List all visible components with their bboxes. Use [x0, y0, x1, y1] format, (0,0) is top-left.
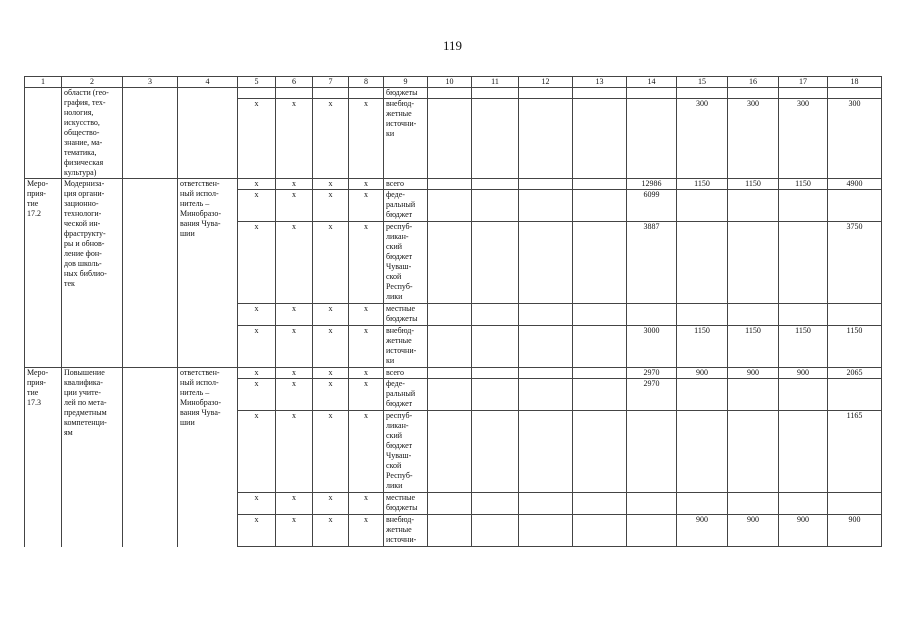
year-value-cell: [677, 304, 728, 326]
marker-cell: х: [238, 515, 276, 547]
year-value-cell: [828, 88, 882, 99]
marker-cell: х: [276, 222, 313, 304]
year-value-cell: 900: [779, 515, 828, 547]
measure-id-cell: Меро- прия- тие 17.3: [25, 368, 62, 547]
source-cell: бюджеты: [384, 88, 428, 99]
column-number-5: 5: [238, 77, 276, 88]
total-cell: [627, 493, 677, 515]
measure-name-cell: Повышение квалифика- ции учите- лей по мета- предметным компетенци- ям: [62, 368, 123, 547]
marker-cell: х: [276, 99, 313, 179]
empty-cell: [573, 88, 627, 99]
page-number: 119: [442, 38, 463, 53]
year-value-cell: [828, 379, 882, 411]
year-value-cell: [828, 190, 882, 222]
marker-cell: х: [349, 304, 384, 326]
source-cell: респуб- ликан- ский бюджет Чуваш- ской Респуб- лики: [384, 411, 428, 493]
column-number-8: 8: [349, 77, 384, 88]
measure-name-cell: области (гео- графия, тех- нология, искусство, общество- знание, ма- тематика, физическая культура): [62, 88, 123, 179]
year-value-cell: 1150: [677, 179, 728, 190]
empty-cell: [472, 88, 519, 99]
column-number-3: 3: [123, 77, 178, 88]
empty-cell: [472, 190, 519, 222]
marker-cell: х: [276, 411, 313, 493]
year-value-cell: [728, 379, 779, 411]
marker-cell: [238, 88, 276, 99]
budget-table: [24, 76, 882, 547]
column-number-11: 11: [472, 77, 519, 88]
year-value-cell: [779, 379, 828, 411]
source-cell: феде- ральный бюджет: [384, 190, 428, 222]
year-value-cell: 1150: [828, 326, 882, 368]
empty-cell: [519, 515, 573, 547]
empty-cell: [428, 99, 472, 179]
empty-cell: [428, 326, 472, 368]
year-value-cell: [828, 304, 882, 326]
empty-cell: [472, 411, 519, 493]
year-value-cell: 900: [728, 368, 779, 379]
year-value-cell: 1150: [779, 179, 828, 190]
marker-cell: х: [313, 379, 349, 411]
year-value-cell: [779, 411, 828, 493]
empty-cell: [519, 190, 573, 222]
measure-name-cell: Модерниза- ция органи- зационно- технологи- ческой ин- фраструкту- ры и обнов- ление фон- дов школь- ных библио- тек: [62, 179, 123, 368]
marker-cell: х: [276, 515, 313, 547]
source-cell: всего: [384, 368, 428, 379]
marker-cell: [276, 88, 313, 99]
table-row: [25, 88, 882, 99]
empty-cell: [519, 368, 573, 379]
marker-cell: х: [349, 379, 384, 411]
marker-cell: х: [313, 190, 349, 222]
year-value-cell: [779, 88, 828, 99]
empty-cell: [472, 515, 519, 547]
marker-cell: х: [238, 222, 276, 304]
total-cell: 6099: [627, 190, 677, 222]
empty-cell: [519, 411, 573, 493]
empty-cell: [519, 326, 573, 368]
empty-cell: [573, 304, 627, 326]
year-value-cell: [779, 222, 828, 304]
empty-cell: [472, 99, 519, 179]
total-cell: 2970: [627, 379, 677, 411]
empty-cell: [428, 304, 472, 326]
empty-cell: [428, 222, 472, 304]
year-value-cell: [828, 493, 882, 515]
year-value-cell: 300: [677, 99, 728, 179]
empty-cell: [472, 368, 519, 379]
executor-cell: ответствен- ный испол- нитель – Минобразо- вания Чува- шии: [178, 368, 238, 547]
year-value-cell: 300: [728, 99, 779, 179]
measure-id-cell: [25, 88, 62, 179]
year-value-cell: [728, 190, 779, 222]
marker-cell: х: [313, 99, 349, 179]
empty-cell: [123, 88, 178, 179]
marker-cell: х: [276, 304, 313, 326]
empty-cell: [573, 326, 627, 368]
marker-cell: х: [349, 515, 384, 547]
marker-cell: х: [238, 368, 276, 379]
empty-cell: [573, 379, 627, 411]
year-value-cell: [779, 493, 828, 515]
column-number-17: 17: [779, 77, 828, 88]
total-cell: [627, 304, 677, 326]
column-number-13: 13: [573, 77, 627, 88]
year-value-cell: [728, 88, 779, 99]
column-number-1: 1: [25, 77, 62, 88]
year-value-cell: 900: [828, 515, 882, 547]
total-cell: [627, 99, 677, 179]
year-value-cell: [728, 222, 779, 304]
marker-cell: х: [349, 179, 384, 190]
empty-cell: [428, 411, 472, 493]
empty-cell: [573, 411, 627, 493]
column-number-9: 9: [384, 77, 428, 88]
year-value-cell: 1150: [779, 326, 828, 368]
year-value-cell: [728, 411, 779, 493]
empty-cell: [519, 304, 573, 326]
source-cell: внебюд- жетные источни-: [384, 515, 428, 547]
marker-cell: х: [238, 379, 276, 411]
empty-cell: [573, 99, 627, 179]
marker-cell: х: [238, 190, 276, 222]
marker-cell: х: [313, 304, 349, 326]
empty-cell: [573, 493, 627, 515]
source-cell: местные бюджеты: [384, 493, 428, 515]
column-number-6: 6: [276, 77, 313, 88]
total-cell: [627, 88, 677, 99]
year-value-cell: 1150: [677, 326, 728, 368]
empty-cell: [428, 88, 472, 99]
marker-cell: х: [313, 179, 349, 190]
marker-cell: х: [349, 190, 384, 222]
marker-cell: х: [276, 493, 313, 515]
year-value-cell: [677, 222, 728, 304]
marker-cell: х: [313, 326, 349, 368]
year-value-cell: [677, 88, 728, 99]
year-value-cell: [728, 493, 779, 515]
year-value-cell: 900: [677, 515, 728, 547]
source-cell: всего: [384, 179, 428, 190]
empty-cell: [472, 179, 519, 190]
empty-cell: [472, 326, 519, 368]
column-number-16: 16: [728, 77, 779, 88]
table-row: [25, 179, 882, 190]
empty-cell: [472, 493, 519, 515]
empty-cell: [573, 179, 627, 190]
year-value-cell: 900: [677, 368, 728, 379]
marker-cell: х: [313, 411, 349, 493]
total-cell: 3000: [627, 326, 677, 368]
empty-cell: [519, 222, 573, 304]
empty-cell: [519, 493, 573, 515]
marker-cell: х: [313, 368, 349, 379]
empty-cell: [428, 368, 472, 379]
empty-cell: [428, 190, 472, 222]
year-value-cell: 300: [779, 99, 828, 179]
year-value-cell: [779, 190, 828, 222]
empty-cell: [573, 222, 627, 304]
marker-cell: х: [313, 222, 349, 304]
empty-cell: [428, 515, 472, 547]
column-number-2: 2: [62, 77, 123, 88]
total-cell: 12986: [627, 179, 677, 190]
empty-cell: [123, 368, 178, 547]
empty-cell: [519, 99, 573, 179]
empty-cell: [573, 190, 627, 222]
total-cell: [627, 411, 677, 493]
year-value-cell: 1165: [828, 411, 882, 493]
marker-cell: х: [349, 326, 384, 368]
empty-cell: [428, 179, 472, 190]
year-value-cell: [677, 190, 728, 222]
empty-cell: [519, 179, 573, 190]
total-cell: 3887: [627, 222, 677, 304]
empty-cell: [573, 515, 627, 547]
year-value-cell: 3750: [828, 222, 882, 304]
column-number-row: [25, 77, 882, 88]
marker-cell: х: [276, 368, 313, 379]
marker-cell: [313, 88, 349, 99]
marker-cell: х: [238, 493, 276, 515]
executor-cell: ответствен- ный испол- нитель – Минобразо- вания Чува- шии: [178, 179, 238, 368]
marker-cell: х: [276, 190, 313, 222]
year-value-cell: 1150: [728, 179, 779, 190]
year-value-cell: 900: [779, 368, 828, 379]
marker-cell: х: [349, 368, 384, 379]
year-value-cell: [677, 493, 728, 515]
marker-cell: х: [313, 493, 349, 515]
measure-id-cell: Меро- прия- тие 17.2: [25, 179, 62, 368]
marker-cell: х: [276, 379, 313, 411]
marker-cell: х: [349, 411, 384, 493]
marker-cell: х: [349, 493, 384, 515]
source-cell: феде- ральный бюджет: [384, 379, 428, 411]
year-value-cell: [728, 304, 779, 326]
total-cell: 2970: [627, 368, 677, 379]
column-number-15: 15: [677, 77, 728, 88]
marker-cell: х: [238, 411, 276, 493]
marker-cell: х: [276, 326, 313, 368]
year-value-cell: 2065: [828, 368, 882, 379]
empty-cell: [428, 493, 472, 515]
marker-cell: х: [276, 179, 313, 190]
column-number-10: 10: [428, 77, 472, 88]
column-number-4: 4: [178, 77, 238, 88]
marker-cell: х: [238, 99, 276, 179]
source-cell: внебюд- жетные источни- ки: [384, 99, 428, 179]
marker-cell: х: [313, 515, 349, 547]
year-value-cell: 1150: [728, 326, 779, 368]
table-row: [25, 368, 882, 379]
column-number-14: 14: [627, 77, 677, 88]
executor-cell: [178, 88, 238, 179]
marker-cell: [349, 88, 384, 99]
year-value-cell: 300: [828, 99, 882, 179]
empty-cell: [428, 379, 472, 411]
column-number-12: 12: [519, 77, 573, 88]
marker-cell: х: [238, 179, 276, 190]
empty-cell: [472, 222, 519, 304]
column-number-7: 7: [313, 77, 349, 88]
empty-cell: [519, 88, 573, 99]
empty-cell: [472, 304, 519, 326]
year-value-cell: [677, 379, 728, 411]
source-cell: респуб- ликан- ский бюджет Чуваш- ской Респуб- лики: [384, 222, 428, 304]
empty-cell: [123, 179, 178, 368]
empty-cell: [472, 379, 519, 411]
total-cell: [627, 515, 677, 547]
marker-cell: х: [349, 99, 384, 179]
empty-cell: [573, 368, 627, 379]
empty-cell: [519, 379, 573, 411]
year-value-cell: 900: [728, 515, 779, 547]
column-number-18: 18: [828, 77, 882, 88]
marker-cell: х: [238, 326, 276, 368]
source-cell: внебюд- жетные источни- ки: [384, 326, 428, 368]
marker-cell: х: [349, 222, 384, 304]
year-value-cell: 4900: [828, 179, 882, 190]
marker-cell: х: [238, 304, 276, 326]
year-value-cell: [677, 411, 728, 493]
year-value-cell: [779, 304, 828, 326]
source-cell: местные бюджеты: [384, 304, 428, 326]
